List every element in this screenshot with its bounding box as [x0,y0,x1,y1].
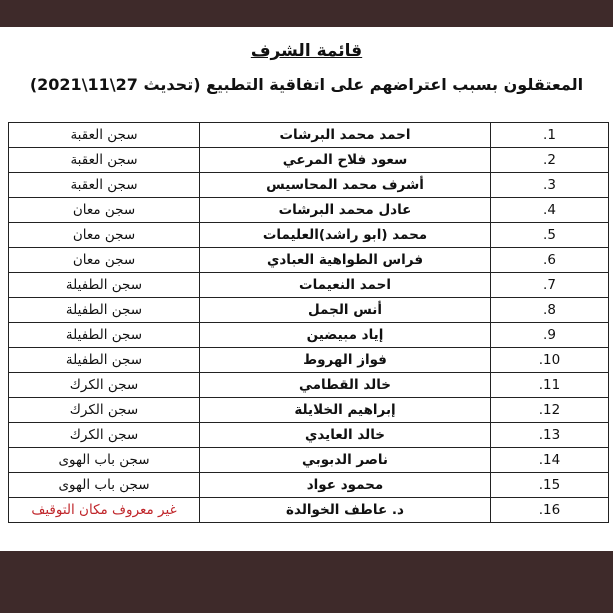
prison-cell: سجن معان [9,223,200,248]
prison-cell: سجن العقبة [9,173,200,198]
name-cell: عادل محمد البرشات [200,198,491,223]
number-cell: .1 [491,123,609,148]
table-row [9,298,609,323]
number-cell: .8 [491,298,609,323]
name-cell: احمد محمد البرشات [200,123,491,148]
prison-cell: سجن العقبة [9,123,200,148]
name-cell: د. عاطف الخوالدة [200,498,491,523]
prison-cell: سجن الكرك [9,398,200,423]
prison-cell: سجن الطفيلة [9,298,200,323]
name-cell: فراس الطواهية العبادي [200,248,491,273]
prison-cell: سجن الكرك [9,423,200,448]
number-cell: .9 [491,323,609,348]
number-cell: .13 [491,423,609,448]
name-cell: إبراهيم الخلايلة [200,398,491,423]
table-row [9,498,609,523]
name-cell: احمد النعيمات [200,273,491,298]
name-cell: محمد (ابو راشد)العليمات [200,223,491,248]
table-row [9,273,609,298]
prison-cell: سجن الطفيلة [9,273,200,298]
table-row [9,473,609,498]
name-cell: خالد العايدي [200,423,491,448]
number-cell: .2 [491,148,609,173]
prison-cell: سجن الطفيلة [9,323,200,348]
number-cell: .3 [491,173,609,198]
table-row [9,148,609,173]
table-row [9,323,609,348]
prison-cell: سجن باب الهوى [9,448,200,473]
name-cell: خالد القطامي [200,373,491,398]
table-row [9,373,609,398]
name-cell: محمود عواد [200,473,491,498]
table-row [9,398,609,423]
number-cell: .5 [491,223,609,248]
prison-cell: سجن الطفيلة [9,348,200,373]
name-cell: أنس الجمل [200,298,491,323]
table-row [9,248,609,273]
prison-cell: سجن العقبة [9,148,200,173]
name-cell: أشرف محمد المحاسيس [200,173,491,198]
table-row [9,448,609,473]
number-cell: .16 [491,498,609,523]
number-cell: .15 [491,473,609,498]
table-row [9,223,609,248]
number-cell: .11 [491,373,609,398]
table-row [9,123,609,148]
prison-cell: سجن باب الهوى [9,473,200,498]
prison-cell: سجن الكرك [9,373,200,398]
prison-cell: غير معروف مكان التوقيف [9,498,200,523]
name-cell: فواز الهروط [200,348,491,373]
document-subtitle: المعتقلون بسبب اعتراضهم على اتفاقية التطبيع (تحديث 27\11\2021) [29,75,584,94]
number-cell: .14 [491,448,609,473]
name-cell: ناصر الدبوبي [200,448,491,473]
table-row [9,348,609,373]
number-cell: .12 [491,398,609,423]
number-cell: .4 [491,198,609,223]
name-cell: إياد مبيضين [200,323,491,348]
table-row [9,173,609,198]
document-title-text: قائمة الشرف [250,41,363,61]
number-cell: .6 [491,248,609,273]
number-cell: .7 [491,273,609,298]
document-title [0,41,613,61]
detainees-table [8,122,609,523]
name-cell: سعود فلاح المرعي [200,148,491,173]
table-row [9,423,609,448]
prison-cell: سجن معان [9,198,200,223]
prison-cell: سجن معان [9,248,200,273]
number-cell: .10 [491,348,609,373]
table-row [9,198,609,223]
document-sheet [0,27,613,551]
